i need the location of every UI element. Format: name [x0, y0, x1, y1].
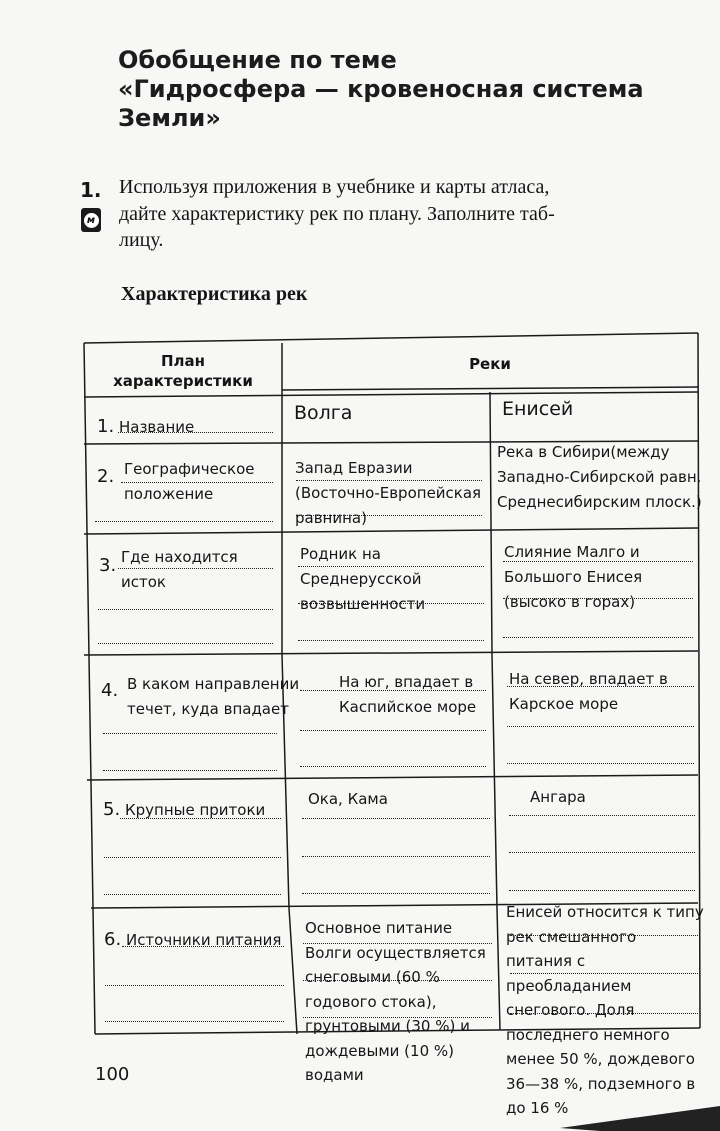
- row-label-line: положение: [124, 485, 214, 503]
- dotted-line: [298, 603, 484, 604]
- title-line: Обобщение по теме: [118, 46, 397, 74]
- cell-volga-position: [295, 456, 481, 531]
- row-4-label: [127, 672, 299, 722]
- cell-line: Большого Енисея: [504, 568, 643, 586]
- header-plan-line: характеристики: [113, 372, 253, 390]
- grid-line: [87, 775, 698, 780]
- row-number: 5.: [103, 799, 121, 820]
- cell-line: питания с: [506, 952, 586, 970]
- row-1-label: [97, 414, 194, 440]
- cell-enisey-position: [497, 440, 702, 515]
- cell-line: Западно-Сибирской равн.: [497, 468, 702, 486]
- cell-line: На север, впадает в: [509, 670, 668, 688]
- cell-line: Каспийское море: [339, 698, 477, 716]
- dotted-line: [298, 566, 484, 567]
- dotted-line: [122, 946, 284, 947]
- dotted-line: [509, 890, 695, 891]
- cell-line: Карское море: [509, 695, 619, 713]
- row-number: 6.: [104, 929, 122, 950]
- grid-line: [282, 387, 698, 390]
- cell-volga-sources: [305, 916, 486, 1088]
- cell-line: последнего немного: [506, 1025, 670, 1044]
- cell-line: Енисей относится к типу: [506, 903, 704, 921]
- dotted-line: [298, 640, 484, 641]
- dotted-line: [303, 1017, 492, 1018]
- badge-letter: м: [84, 213, 99, 228]
- row-label-line: Крупные притоки: [124, 801, 266, 819]
- cell-line: до 16 %: [506, 1099, 569, 1117]
- dotted-line: [296, 515, 482, 516]
- page-number: 100: [95, 1064, 130, 1085]
- task-line: дайте характеристику рек по плану. Заполните таб-: [119, 202, 555, 225]
- row-label-line: Где находится: [121, 548, 238, 566]
- grid-line: [84, 333, 698, 343]
- dotted-line: [98, 643, 273, 644]
- dotted-line: [509, 852, 695, 853]
- cell-enisey-tributaries: Ангара: [530, 788, 586, 806]
- dotted-line: [503, 637, 693, 638]
- row-label-line: Географическое: [124, 460, 255, 478]
- grid-line: [84, 343, 95, 1034]
- header-plan: [84, 351, 282, 391]
- cell-volga-tributaries: Ока, Кама: [308, 790, 388, 808]
- cell-enisey-source: [504, 540, 642, 615]
- cell-line: Среднесибирским плоск.): [497, 493, 702, 511]
- task-line: Используя приложения в учебнике и карты атласа,: [119, 176, 550, 198]
- row-number: 1.: [97, 416, 115, 437]
- task-number: 1.: [80, 178, 102, 202]
- title-line: «Гидросфера — кровеносная система: [118, 75, 644, 103]
- row-label-line: Название: [118, 418, 195, 436]
- cell-line: рек смешанного: [506, 927, 637, 946]
- title-line: Земли»: [118, 104, 221, 132]
- dotted-line: [303, 943, 492, 944]
- cell-line: снегового. Доля: [506, 1001, 635, 1019]
- cell-line: грунтовыми (30 %) и: [305, 1017, 470, 1035]
- dotted-line: [120, 818, 281, 819]
- cell-line: дождевыми (10 %): [305, 1041, 454, 1060]
- cell-enisey-direction: [509, 667, 668, 717]
- dotted-line: [118, 568, 273, 569]
- row-number: 2.: [97, 466, 115, 487]
- dotted-line: [105, 1021, 284, 1022]
- dotted-line: [509, 815, 695, 816]
- dotted-line: [118, 432, 273, 433]
- cell-line: Среднерусской: [300, 570, 422, 588]
- cell-line: годового стока),: [305, 992, 437, 1011]
- row-3-label: [121, 545, 238, 595]
- cell-volga-direction: [339, 670, 476, 720]
- cell-line: Запад Евразии: [295, 459, 413, 477]
- dotted-line: [503, 561, 693, 562]
- cell-line: Река в Сибири(между: [497, 443, 670, 461]
- dotted-line: [510, 1013, 698, 1014]
- cell-volga-source: [300, 542, 425, 617]
- cell-enisey-name: Енисей: [502, 398, 574, 420]
- header-plan-line: План: [160, 352, 206, 370]
- dotted-line: [103, 770, 277, 771]
- dotted-line: [507, 686, 694, 687]
- header-rivers: Реки: [469, 355, 511, 373]
- dotted-line: [303, 980, 492, 981]
- dotted-line: [507, 726, 694, 727]
- cell-line: водами: [305, 1066, 364, 1084]
- dotted-line: [105, 985, 284, 986]
- task-line: лицу.: [119, 229, 164, 251]
- grid-line: [84, 392, 698, 397]
- row-number: 3.: [99, 555, 117, 576]
- row-label-line: течет, куда впадает: [127, 700, 289, 718]
- cell-line: Родник на: [300, 545, 381, 563]
- dotted-line: [507, 763, 694, 764]
- cell-line: снеговыми (60 %: [305, 968, 440, 986]
- cell-line: Волги осуществляется: [305, 943, 486, 962]
- row-number: 4.: [101, 680, 119, 701]
- row-5-label: [103, 797, 265, 823]
- cell-volga-name: Волга: [294, 402, 353, 424]
- dotted-line: [300, 730, 486, 731]
- row-label-line: Источники питания: [125, 931, 282, 949]
- dotted-line: [121, 482, 273, 483]
- cell-line: Основное питание: [305, 919, 453, 937]
- dotted-line: [103, 733, 277, 734]
- dotted-line: [104, 857, 281, 858]
- cell-line: 36—38 %, подземного в: [506, 1074, 696, 1093]
- row-label-line: исток: [121, 573, 166, 591]
- dotted-line: [302, 856, 490, 857]
- cell-line: менее 50 %, дождевого: [506, 1050, 695, 1068]
- dotted-line: [300, 690, 486, 691]
- dotted-line: [104, 894, 281, 895]
- dotted-line: [300, 766, 486, 767]
- dotted-line: [510, 935, 698, 936]
- cell-line: равнина): [295, 509, 367, 527]
- row-label-line: В каком направлении: [127, 675, 300, 693]
- cell-enisey-sources: [506, 900, 704, 1121]
- table-title: Характеристика рек: [121, 283, 308, 305]
- cell-line: На юг, впадает в: [339, 673, 474, 691]
- grid-line: [84, 651, 698, 655]
- cell-line: (высоко в горах): [504, 593, 636, 611]
- dotted-line: [98, 609, 273, 610]
- cell-line: Слияние Малго и: [504, 543, 640, 561]
- dotted-line: [296, 480, 482, 481]
- dotted-line: [510, 973, 698, 974]
- cell-line: преобладанием: [506, 976, 632, 995]
- dotted-line: [95, 521, 273, 522]
- dotted-line: [503, 598, 693, 599]
- dotted-line: [302, 893, 490, 894]
- row-6-label: [104, 927, 281, 953]
- dotted-line: [302, 818, 490, 819]
- cell-line: возвышенности: [300, 595, 426, 613]
- cell-line: (Восточно-Европейская: [295, 484, 482, 502]
